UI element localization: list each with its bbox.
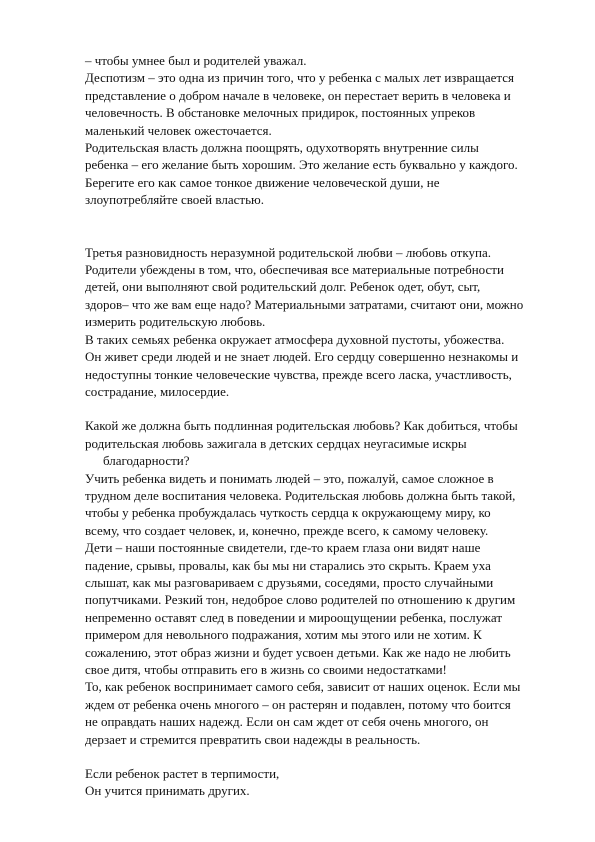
text-line: сострадание, милосердие. <box>85 383 230 399</box>
text-line: трудном деле воспитания человека. Родительская любовь должна быть такой, <box>85 487 516 503</box>
text-line: Если ребенок растет в терпимости, <box>85 766 280 782</box>
text-line: представление о добром начале в человеке, он перестает верить в человека и <box>85 87 511 103</box>
paragraph-love-of-ransom <box>85 244 555 401</box>
text-line: недоступны тонкие человеческие чувства, прежде всего ласка, участливость, <box>85 366 512 382</box>
text-line: здоров– что же вам еще надо? Материальными затратами, считают они, можно <box>85 296 524 312</box>
text-line: сожалению, этот образ жизни и будет усвоен детьми. Как же надо не любить <box>85 644 511 660</box>
paragraph-spacer <box>85 209 555 244</box>
text-line: злоупотребляйте своей властью. <box>85 192 264 208</box>
paragraph-despotism <box>85 52 555 209</box>
text-line: Дети – наши постоянные свидетели, где-то краем глаза они видят наше <box>85 540 481 556</box>
text-line: детей, они выполняют свой родительский долг. Ребенок одет, обут, сыт, <box>85 279 481 295</box>
text-line: Он учится принимать других. <box>85 783 250 799</box>
text-line: свое дитя, чтобы отправить его в жизнь со своими недостатками! <box>85 662 447 677</box>
text-line: родительская любовь зажигала в детских сердцах неугасимые искры <box>85 435 467 451</box>
text-line: благодарности? <box>103 453 190 469</box>
text-line: человечность. В обстановке мелочных придирок, постоянных упреков <box>85 105 476 121</box>
text-line: ждем от ребенка очень многого – он растерян и подавлен, потому что боится <box>85 696 511 712</box>
text-line: слышат, как мы разговариваем с друзьями, соседями, просто случайными <box>85 574 494 590</box>
text-line: Деспотизм – это одна из причин того, что у ребенка с малых лет извращается <box>85 70 514 86</box>
paragraph-spacer <box>85 400 555 417</box>
text-line: попутчиками. Резкий тон, недоброе слово родителей по отношению к другим <box>85 592 516 608</box>
text-line: дерзает и стремится превратить свои надежды в реальность. <box>85 731 421 747</box>
text-line: В таких семьях ребенка окружает атмосфера духовной пустоты, убожества. <box>85 331 505 347</box>
document-text <box>85 52 555 800</box>
text-line: всему, что создает человек, и, конечно, прежде всего, к самому человеку. <box>85 522 489 538</box>
paragraph-poem <box>85 765 555 800</box>
text-line: Берегите его как самое тонкое движение человеческой души, не <box>85 174 440 190</box>
text-line: непременно оставят след в поведении и мироощущении ребенка, послужат <box>85 609 503 625</box>
text-line: маленький человек ожесточается. <box>85 122 272 138</box>
paragraph-true-parental-love <box>85 417 555 748</box>
paragraph-spacer <box>85 748 555 765</box>
text-line: не оправдать наших надежд. Если он сам ждет от себя очень многого, он <box>85 714 489 730</box>
text-line: ребенка – его желание быть хорошим. Это желание есть буквально у каждого. <box>85 157 518 173</box>
text-line: примером для невольного подражания, хотим мы этого или не хотим. К <box>85 627 482 643</box>
text-line: Родительская власть должна поощрять, одухотворять внутренние силы <box>85 140 479 156</box>
text-line: чтобы у ребенка пробуждалась чуткость сердца к окружающему миру, ко <box>85 505 491 521</box>
text-line: – чтобы умнее был и родителей уважал. <box>85 53 307 68</box>
text-line: падение, срывы, провалы, как бы мы ни старались это скрыть. Краем уха <box>85 557 491 573</box>
text-line: Он живет среди людей и не знает людей. Его сердцу совершенно незнакомы и <box>85 349 519 365</box>
text-line: Какой же должна быть подлинная родительская любовь? Как добиться, чтобы <box>85 418 518 434</box>
text-line: То, как ребенок воспринимает самого себя, зависит от наших оценок. Если мы <box>85 679 521 695</box>
text-line: Учить ребенка видеть и понимать людей – это, пожалуй, самое сложное в <box>85 470 494 486</box>
text-line: Родители убеждены в том, что, обеспечивая все материальные потребности <box>85 262 504 278</box>
text-line: измерить родительскую любовь. <box>85 314 266 330</box>
text-line: Третья разновидность неразумной родительской любви – любовь откупа. <box>85 244 491 260</box>
